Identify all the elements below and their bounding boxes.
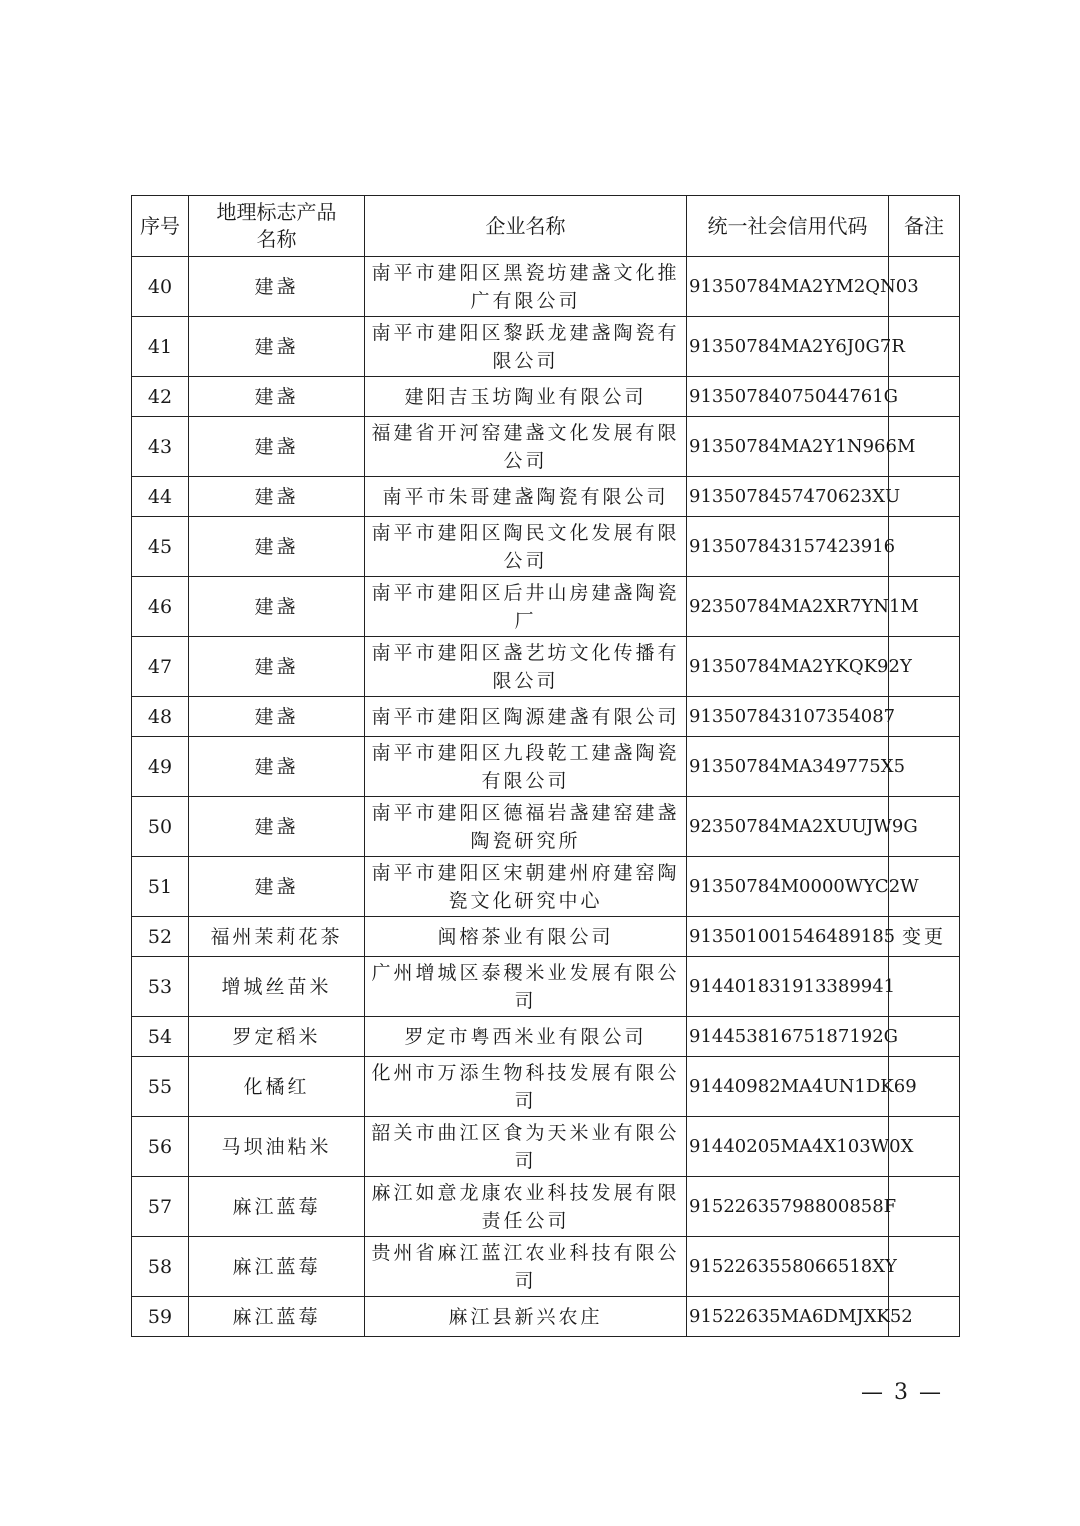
cell-company: 南平市建阳区黑瓷坊建盏文化推广有限公司	[365, 257, 687, 317]
cell-company: 南平市建阳区黎跃龙建盏陶瓷有限公司	[365, 317, 687, 377]
cell-company: 建阳吉玉坊陶业有限公司	[365, 377, 687, 417]
cell-serial: 49	[132, 737, 189, 797]
cell-product: 建盏	[189, 797, 365, 857]
cell-company: 南平市建阳区盏艺坊文化传播有限公司	[365, 637, 687, 697]
table-row	[132, 957, 960, 1017]
cell-credit-code: 91350784MA2Y6J0G7R	[687, 317, 889, 377]
table-row	[132, 737, 960, 797]
cell-product: 建盏	[189, 477, 365, 517]
cell-credit-code: 9152263558066518XY	[687, 1237, 889, 1297]
cell-credit-code: 9135078457470623XU	[687, 477, 889, 517]
header-company: 企业名称	[365, 196, 687, 257]
header-product	[189, 196, 365, 257]
cell-serial: 44	[132, 477, 189, 517]
cell-product: 建盏	[189, 417, 365, 477]
cell-product: 麻江蓝莓	[189, 1237, 365, 1297]
cell-credit-code: 91445381675187192G	[687, 1017, 889, 1057]
cell-credit-code: 92350784MA2XR7YN1M	[687, 577, 889, 637]
cell-note	[889, 377, 960, 417]
cell-product: 麻江蓝莓	[189, 1177, 365, 1237]
table-row	[132, 417, 960, 477]
cell-company: 南平市朱哥建盏陶瓷有限公司	[365, 477, 687, 517]
cell-credit-code: 91350784MA2Y1N966M	[687, 417, 889, 477]
cell-serial: 52	[132, 917, 189, 957]
table-body	[132, 257, 960, 1337]
cell-serial: 45	[132, 517, 189, 577]
cell-note	[889, 957, 960, 1017]
cell-credit-code: 91522635798800858F	[687, 1177, 889, 1237]
cell-product: 建盏	[189, 577, 365, 637]
cell-product: 建盏	[189, 637, 365, 697]
cell-product: 建盏	[189, 857, 365, 917]
table-row	[132, 1117, 960, 1177]
cell-serial: 58	[132, 1237, 189, 1297]
cell-credit-code: 91522635MA6DMJXK52	[687, 1297, 889, 1337]
cell-note	[889, 1237, 960, 1297]
table-row	[132, 637, 960, 697]
cell-company: 罗定市粤西米业有限公司	[365, 1017, 687, 1057]
cell-serial: 57	[132, 1177, 189, 1237]
cell-company: 南平市建阳区陶民文化发展有限公司	[365, 517, 687, 577]
cell-company: 麻江如意龙康农业科技发展有限责任公司	[365, 1177, 687, 1237]
cell-serial: 59	[132, 1297, 189, 1337]
table-row	[132, 1057, 960, 1117]
cell-product: 麻江蓝莓	[189, 1297, 365, 1337]
cell-product: 增城丝苗米	[189, 957, 365, 1017]
cell-product: 建盏	[189, 317, 365, 377]
cell-product: 化橘红	[189, 1057, 365, 1117]
cell-product: 建盏	[189, 737, 365, 797]
cell-credit-code: 91350784MA349775X5	[687, 737, 889, 797]
cell-serial: 56	[132, 1117, 189, 1177]
table-row	[132, 577, 960, 637]
cell-product: 建盏	[189, 377, 365, 417]
cell-credit-code: 913501001546489185	[687, 917, 889, 957]
cell-serial: 55	[132, 1057, 189, 1117]
table-row	[132, 477, 960, 517]
cell-credit-code: 91440205MA4X103W0X	[687, 1117, 889, 1177]
cell-credit-code: 913507843157423916	[687, 517, 889, 577]
cell-serial: 53	[132, 957, 189, 1017]
cell-credit-code: 91350784075044761G	[687, 377, 889, 417]
cell-note	[889, 1177, 960, 1237]
cell-company: 南平市建阳区九段乾工建盏陶瓷有限公司	[365, 737, 687, 797]
enterprise-table	[131, 195, 960, 1337]
cell-company: 南平市建阳区宋朝建州府建窑陶瓷文化研究中心	[365, 857, 687, 917]
header-credit-code: 统一社会信用代码	[687, 196, 889, 257]
table-row	[132, 517, 960, 577]
table-row	[132, 377, 960, 417]
cell-company: 化州市万添生物科技发展有限公司	[365, 1057, 687, 1117]
table-row	[132, 697, 960, 737]
cell-company: 贵州省麻江蓝江农业科技有限公司	[365, 1237, 687, 1297]
cell-product: 建盏	[189, 697, 365, 737]
cell-company: 广州增城区泰稷米业发展有限公司	[365, 957, 687, 1017]
cell-serial: 54	[132, 1017, 189, 1057]
cell-serial: 51	[132, 857, 189, 917]
cell-credit-code: 91440982MA4UN1DK69	[687, 1057, 889, 1117]
table-row	[132, 317, 960, 377]
cell-note: 变更	[889, 917, 960, 957]
cell-product: 福州茉莉花茶	[189, 917, 365, 957]
table-row	[132, 1297, 960, 1337]
cell-credit-code: 91350784MA2YKQK92Y	[687, 637, 889, 697]
cell-serial: 50	[132, 797, 189, 857]
page-number: — 3 —	[861, 1380, 943, 1405]
cell-serial: 43	[132, 417, 189, 477]
cell-credit-code: 914401831913389941	[687, 957, 889, 1017]
cell-product: 罗定稻米	[189, 1017, 365, 1057]
cell-company: 南平市建阳区后井山房建盏陶瓷厂	[365, 577, 687, 637]
header-product-line1: 地理标志产品	[216, 200, 337, 224]
header-product-line2: 名称	[256, 227, 297, 251]
cell-serial: 41	[132, 317, 189, 377]
header-serial: 序号	[132, 196, 189, 257]
table-row	[132, 1177, 960, 1237]
cell-company: 福建省开河窑建盏文化发展有限公司	[365, 417, 687, 477]
cell-company: 麻江县新兴农庄	[365, 1297, 687, 1337]
cell-company: 南平市建阳区德福岩盏建窑建盏陶瓷研究所	[365, 797, 687, 857]
cell-company: 韶关市曲江区食为天米业有限公司	[365, 1117, 687, 1177]
cell-note	[889, 1017, 960, 1057]
cell-product: 建盏	[189, 517, 365, 577]
table-row	[132, 1017, 960, 1057]
table-row	[132, 797, 960, 857]
cell-serial: 42	[132, 377, 189, 417]
cell-serial: 40	[132, 257, 189, 317]
table-row	[132, 917, 960, 957]
header-note: 备注	[889, 196, 960, 257]
cell-serial: 46	[132, 577, 189, 637]
cell-product: 建盏	[189, 257, 365, 317]
cell-note	[889, 697, 960, 737]
table-row	[132, 257, 960, 317]
cell-serial: 47	[132, 637, 189, 697]
table-header-row	[132, 196, 960, 257]
cell-company: 南平市建阳区陶源建盏有限公司	[365, 697, 687, 737]
cell-serial: 48	[132, 697, 189, 737]
cell-credit-code: 92350784MA2XUUJW9G	[687, 797, 889, 857]
cell-credit-code: 91350784MA2YM2QN03	[687, 257, 889, 317]
cell-credit-code: 913507843107354087	[687, 697, 889, 737]
cell-note	[889, 517, 960, 577]
table-row	[132, 1237, 960, 1297]
cell-product: 马坝油粘米	[189, 1117, 365, 1177]
cell-company: 闽榕茶业有限公司	[365, 917, 687, 957]
table-row	[132, 857, 960, 917]
cell-credit-code: 91350784M0000WYC2W	[687, 857, 889, 917]
